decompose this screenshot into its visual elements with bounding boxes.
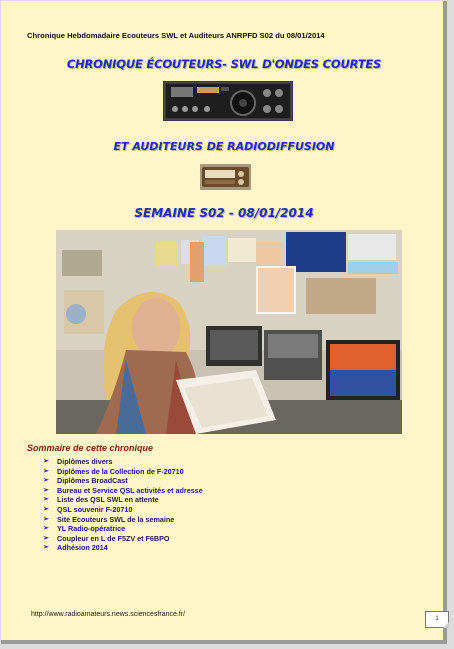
summary-item-label: QSL souvenir F-20710 (57, 504, 133, 514)
summary-item-label: Adhésion 2014 (57, 543, 108, 553)
arrow-bullet-icon: ➢ (43, 458, 49, 465)
arrow-bullet-icon: ➢ (43, 534, 49, 542)
chronicle-header: Chronique Hebdomadaire Ecouteurs SWL et Auditeurs ANRPFD S02 du 08/01/2014 (27, 31, 325, 40)
document-page (1, 1, 447, 644)
arrow-bullet-icon: ➢ (43, 496, 49, 504)
main-title: CHRONIQUE ÉCOUTEURS- SWL D'ONDES COURTES (66, 57, 382, 71)
secondary-title: ET AUDITEURS DE RADIODIFFUSION (113, 140, 335, 153)
arrow-bullet-icon: ➢ (43, 515, 49, 523)
summary-item[interactable] (43, 495, 203, 505)
summary-list (43, 457, 203, 553)
arrow-bullet-icon: ➢ (43, 477, 49, 485)
arrow-bullet-icon: ➢ (43, 467, 49, 475)
summary-item[interactable] (43, 467, 203, 477)
summary-item[interactable] (43, 534, 203, 544)
arrow-bullet-icon: ➢ (43, 505, 49, 513)
arrow-bullet-icon: ➢ (43, 544, 49, 552)
operator-photo (56, 230, 402, 434)
summary-item[interactable] (43, 524, 203, 534)
receiver-image (163, 81, 293, 121)
summary-item[interactable] (43, 457, 203, 467)
summary-item[interactable] (43, 505, 203, 515)
footer-url-link[interactable]: http://www.radioamateurs.news.sciencesfrance.fr/ (31, 611, 186, 618)
summary-item-label: Liste des QSL SWL en attente (57, 495, 159, 505)
week-title: SEMAINE S02 - 08/01/2014 (134, 206, 314, 220)
summary-item-label: Diplômes BroadCast (57, 476, 128, 486)
page-number: 1 (425, 611, 449, 628)
arrow-bullet-icon: ➢ (43, 486, 49, 494)
summary-item-label: Site Ecouteurs SWL de la semaine (57, 514, 175, 524)
summary-item-label: Diplômes de la Collection de F-20710 (57, 466, 184, 476)
summary-item[interactable] (43, 543, 203, 553)
summary-item[interactable] (43, 476, 203, 486)
summary-item[interactable] (43, 515, 203, 525)
summary-item-label: Diplômes divers (57, 457, 113, 466)
vintage-radio-image (200, 164, 251, 190)
summary-item-label: YL Radio-opératrice (57, 524, 126, 534)
summary-heading: Sommaire de cette chronique (27, 443, 154, 453)
arrow-bullet-icon: ➢ (43, 525, 49, 533)
summary-item[interactable] (43, 486, 203, 496)
summary-item-label: Bureau et Service QSL activités et adresse (57, 485, 203, 495)
summary-item-label: Coupleur en L de F5ZV et F6BPO (57, 533, 170, 543)
